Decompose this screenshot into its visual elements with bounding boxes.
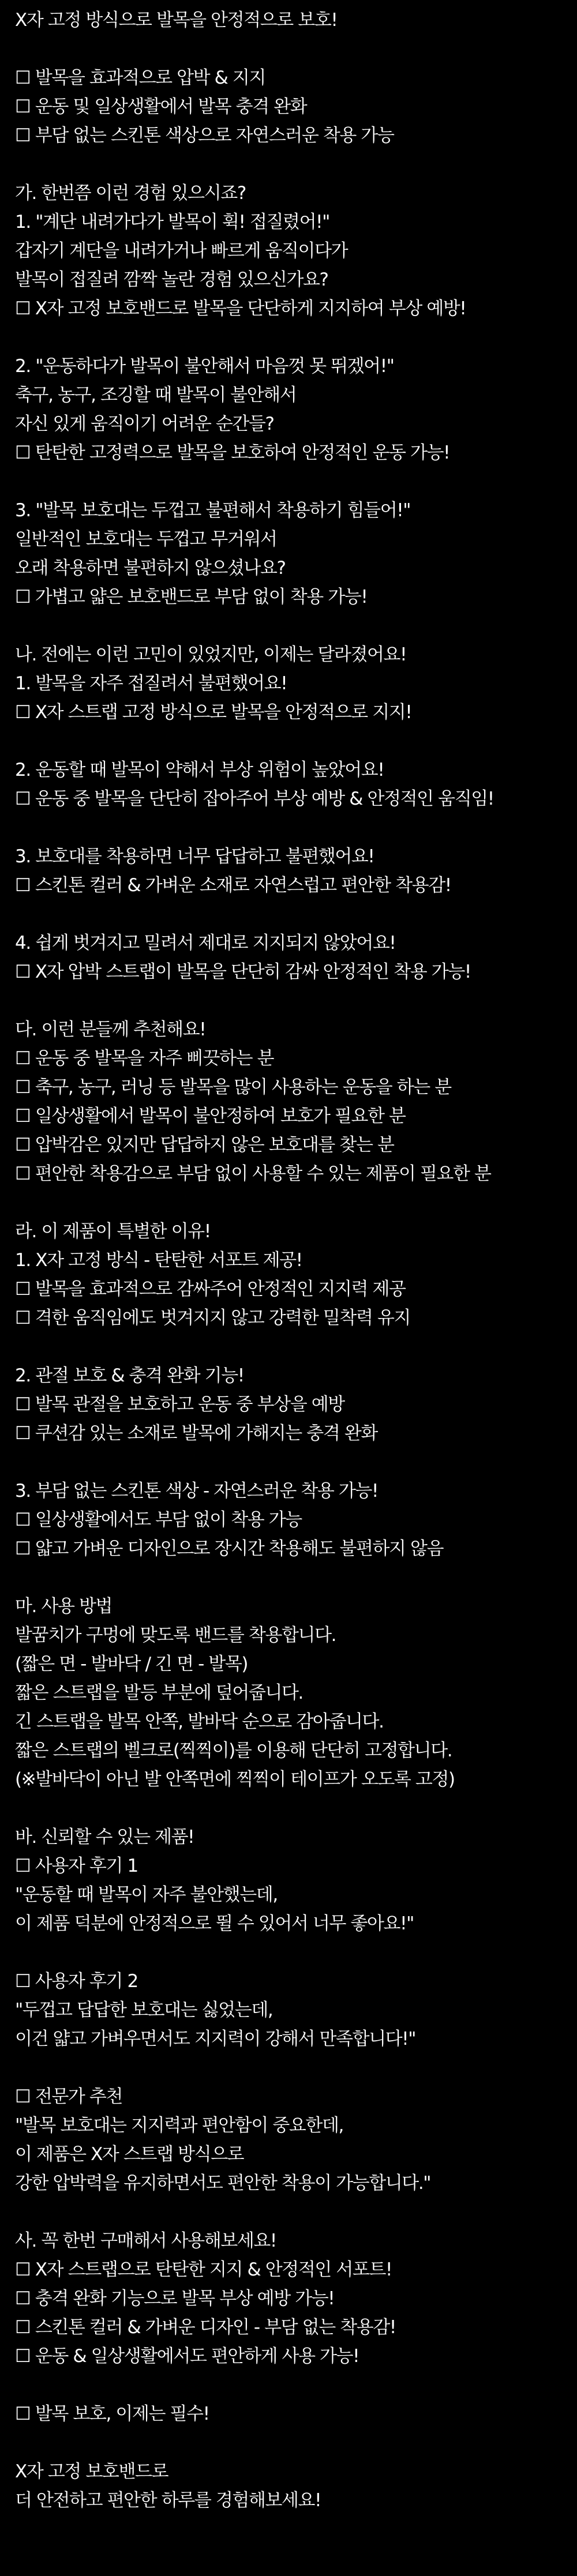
- text-line: 긴 스트랩을 발목 안쪽, 발바닥 순으로 감아줍니다.: [15, 1711, 384, 1732]
- text-block: [15, 6, 569, 35]
- text-line: ☐ 압박감은 있지만 답답하지 않은 보호대를 찾는 분: [15, 1135, 394, 1155]
- blank-line: [15, 2371, 569, 2399]
- blank-line: [15, 1188, 569, 1217]
- text-line: ☐ 일상생활에서도 부담 없이 착용 가능: [15, 1509, 302, 1530]
- blank-line: [15, 1938, 569, 1967]
- blank-line: [15, 2053, 569, 2082]
- text-line: X자 고정 방식으로 발목을 안정적으로 보호!: [15, 10, 338, 31]
- text-line: ☐ 스킨톤 컬러 & 가벼운 디자인 - 부담 없는 착용감!: [15, 2317, 396, 2338]
- text-block: [15, 1967, 569, 2053]
- text-line: 3. "발목 보호대는 두껍고 불편해서 착용하기 힘들어!": [15, 500, 411, 521]
- text-block: [15, 1823, 569, 1938]
- text-line: 짧은 스트랩의 벨크로(찍찍이)를 이용해 단단히 고정합니다.: [15, 1740, 452, 1761]
- text-block: [15, 756, 569, 813]
- blank-line: [15, 727, 569, 756]
- blank-line: [15, 323, 569, 352]
- text-line: 2. 관절 보호 & 충격 완화 기능!: [15, 1365, 244, 1386]
- text-line: 마. 사용 방법: [15, 1596, 113, 1617]
- text-line: 발꿈치가 구멍에 맞도록 밴드를 착용합니다.: [15, 1625, 336, 1646]
- text-line: ☐ 운동 및 일상생활에서 발목 충격 완화: [15, 96, 307, 117]
- text-line: 라. 이 제품이 특별한 이유!: [15, 1221, 211, 1242]
- text-line: 다. 이런 분들께 추천해요!: [15, 1019, 206, 1040]
- text-line: 일반적인 보호대는 두껍고 무거워서: [15, 529, 277, 550]
- blank-line: [15, 1332, 569, 1361]
- document-body: [15, 6, 569, 2515]
- blank-line: [15, 986, 569, 1015]
- text-line: 더 안전하고 편안한 하루를 경험해보세요!: [15, 2490, 321, 2511]
- text-line: "운동할 때 발목이 자주 불안했는데,: [15, 1884, 278, 1905]
- blank-line: [15, 467, 569, 496]
- text-line: "두껍고 답답한 보호대는 싫었는데,: [15, 2000, 273, 2021]
- blank-line: [15, 2428, 569, 2457]
- text-block: [15, 496, 569, 611]
- text-line: ☐ 사용자 후기 2: [15, 1971, 138, 1992]
- blank-line: [15, 1563, 569, 1592]
- text-block: [15, 1477, 569, 1563]
- text-block: [15, 179, 569, 323]
- text-line: ☐ 가볍고 얇은 보호밴드로 부담 없이 착용 가능!: [15, 587, 368, 607]
- text-line: ☐ 운동 & 일상생활에서도 편안하게 사용 가능!: [15, 2346, 359, 2367]
- text-line: ☐ 발목을 효과적으로 압박 & 지지: [15, 67, 265, 88]
- text-block: [15, 1592, 569, 1794]
- text-line: 갑자기 계단을 내려가거나 빠르게 움직이다가: [15, 241, 348, 261]
- text-line: 1. X자 고정 방식 - 탄탄한 서포트 제공!: [15, 1250, 302, 1271]
- text-line: 이건 얇고 가벼우면서도 지지력이 강해서 만족합니다!": [15, 2029, 416, 2049]
- text-line: "발목 보호대는 지지력과 편안함이 중요한데,: [15, 2115, 343, 2136]
- text-line: 짧은 스트랩을 발등 부분에 덮어줍니다.: [15, 1683, 304, 1703]
- text-line: 3. 보호대를 착용하면 너무 답답하고 불편했어요!: [15, 846, 374, 867]
- blank-line: [15, 150, 569, 179]
- text-line: ☐ 일상생활에서 발목이 불안정하여 보호가 필요한 분: [15, 1106, 406, 1126]
- text-block: [15, 1217, 569, 1332]
- blank-line: [15, 813, 569, 842]
- text-block: [15, 2399, 569, 2428]
- text-line: 이 제품 덕분에 안정적으로 뛸 수 있어서 너무 좋아요!": [15, 1913, 414, 1934]
- text-line: 바. 신뢰할 수 있는 제품!: [15, 1827, 194, 1847]
- text-block: [15, 1361, 569, 1448]
- text-line: ☐ X자 고정 보호밴드로 발목을 단단하게 지지하여 부상 예방!: [15, 298, 466, 319]
- text-block: [15, 2457, 569, 2515]
- text-line: 나. 전에는 이런 고민이 있었지만, 이제는 달라졌어요!: [15, 644, 407, 665]
- text-line: 1. "계단 내려가다가 발목이 휙! 접질렸어!": [15, 212, 330, 232]
- text-block: [15, 2226, 569, 2371]
- text-line: 가. 한번쯤 이런 경험 있으시죠?: [15, 183, 246, 204]
- text-line: 자신 있게 움직이기 어려운 순간들?: [15, 414, 274, 434]
- blank-line: [15, 900, 569, 929]
- text-line: ☐ X자 스트랩으로 탄탄한 지지 & 안정적인 서포트!: [15, 2259, 392, 2280]
- text-line: ☐ 부담 없는 스킨톤 색상으로 자연스러운 착용 가능: [15, 125, 394, 146]
- text-line: ☐ 발목 관절을 보호하고 운동 중 부상을 예방: [15, 1394, 344, 1415]
- text-line: ☐ 얇고 가벼운 디자인으로 장시간 착용해도 불편하지 않음: [15, 1538, 444, 1559]
- text-line: 2. "운동하다가 발목이 불안해서 마음껏 못 뛰겠어!": [15, 356, 394, 377]
- text-block: [15, 640, 569, 727]
- text-line: 사. 꼭 한번 구매해서 사용해보세요!: [15, 2230, 276, 2251]
- text-line: ☐ 쿠션감 있는 소재로 발목에 가해지는 충격 완화: [15, 1423, 377, 1444]
- blank-line: [15, 2198, 569, 2226]
- text-line: ☐ 축구, 농구, 러닝 등 발목을 많이 사용하는 운동을 하는 분: [15, 1077, 451, 1098]
- text-line: 3. 부담 없는 스킨톤 색상 - 자연스러운 착용 가능!: [15, 1481, 379, 1501]
- text-line: (짧은 면 - 발바닥 / 긴 면 - 발목): [15, 1654, 248, 1674]
- blank-line: [15, 35, 569, 63]
- text-block: [15, 1015, 569, 1188]
- text-line: ☐ 충격 완화 기능으로 발목 부상 예방 가능!: [15, 2288, 335, 2309]
- text-line: 1. 발목을 자주 접질려서 불편했어요!: [15, 673, 287, 694]
- text-line: ☐ 스킨톤 컬러 & 가벼운 소재로 자연스럽고 편안한 착용감!: [15, 875, 451, 896]
- text-line: ☐ 격한 움직임에도 벗겨지지 않고 강력한 밀착력 유지: [15, 1308, 411, 1328]
- text-line: 2. 운동할 때 발목이 약해서 부상 위험이 높았어요!: [15, 760, 384, 780]
- text-block: [15, 929, 569, 986]
- text-line: ☐ 탄탄한 고정력으로 발목을 보호하여 안정적인 운동 가능!: [15, 442, 450, 463]
- text-line: ☐ 운동 중 발목을 자주 삐끗하는 분: [15, 1048, 274, 1069]
- blank-line: [15, 1448, 569, 1477]
- text-line: 강한 압박력을 유지하면서도 편안한 착용이 가능합니다.": [15, 2173, 431, 2194]
- text-block: [15, 352, 569, 467]
- text-line: ☐ 발목 보호, 이제는 필수!: [15, 2404, 209, 2424]
- text-line: 오래 착용하면 불편하지 않으셨나요?: [15, 558, 286, 579]
- text-line: X자 고정 보호밴드로: [15, 2461, 168, 2482]
- text-line: 발목이 접질려 깜짝 놀란 경험 있으신가요?: [15, 269, 328, 290]
- text-line: 이 제품은 X자 스트랩 방식으로: [15, 2144, 244, 2165]
- text-line: 4. 쉽게 벗겨지고 밀려서 제대로 지지되지 않았어요!: [15, 933, 396, 953]
- text-block: [15, 2082, 569, 2198]
- blank-line: [15, 1794, 569, 1823]
- text-line: ☐ 운동 중 발목을 단단히 잡아주어 부상 예방 & 안정적인 움직임!: [15, 788, 494, 809]
- text-line: 축구, 농구, 조깅할 때 발목이 불안해서: [15, 385, 297, 405]
- text-line: ☐ 발목을 효과적으로 감싸주어 안정적인 지지력 제공: [15, 1279, 406, 1300]
- text-line: ☐ 전문가 추천: [15, 2086, 123, 2107]
- text-line: ☐ 편안한 착용감으로 부담 없이 사용할 수 있는 제품이 필요한 분: [15, 1163, 491, 1184]
- text-line: ☐ X자 스트랩 고정 방식으로 발목을 안정적으로 지지!: [15, 702, 412, 723]
- text-block: [15, 842, 569, 900]
- text-block: [15, 63, 569, 150]
- text-line: (※발바닥이 아닌 발 안쪽면에 찍찍이 테이프가 오도록 고정): [15, 1769, 455, 1790]
- blank-line: [15, 611, 569, 640]
- text-line: ☐ 사용자 후기 1: [15, 1856, 138, 1876]
- text-line: ☐ X자 압박 스트랩이 발목을 단단히 감싸 안정적인 착용 가능!: [15, 962, 471, 982]
